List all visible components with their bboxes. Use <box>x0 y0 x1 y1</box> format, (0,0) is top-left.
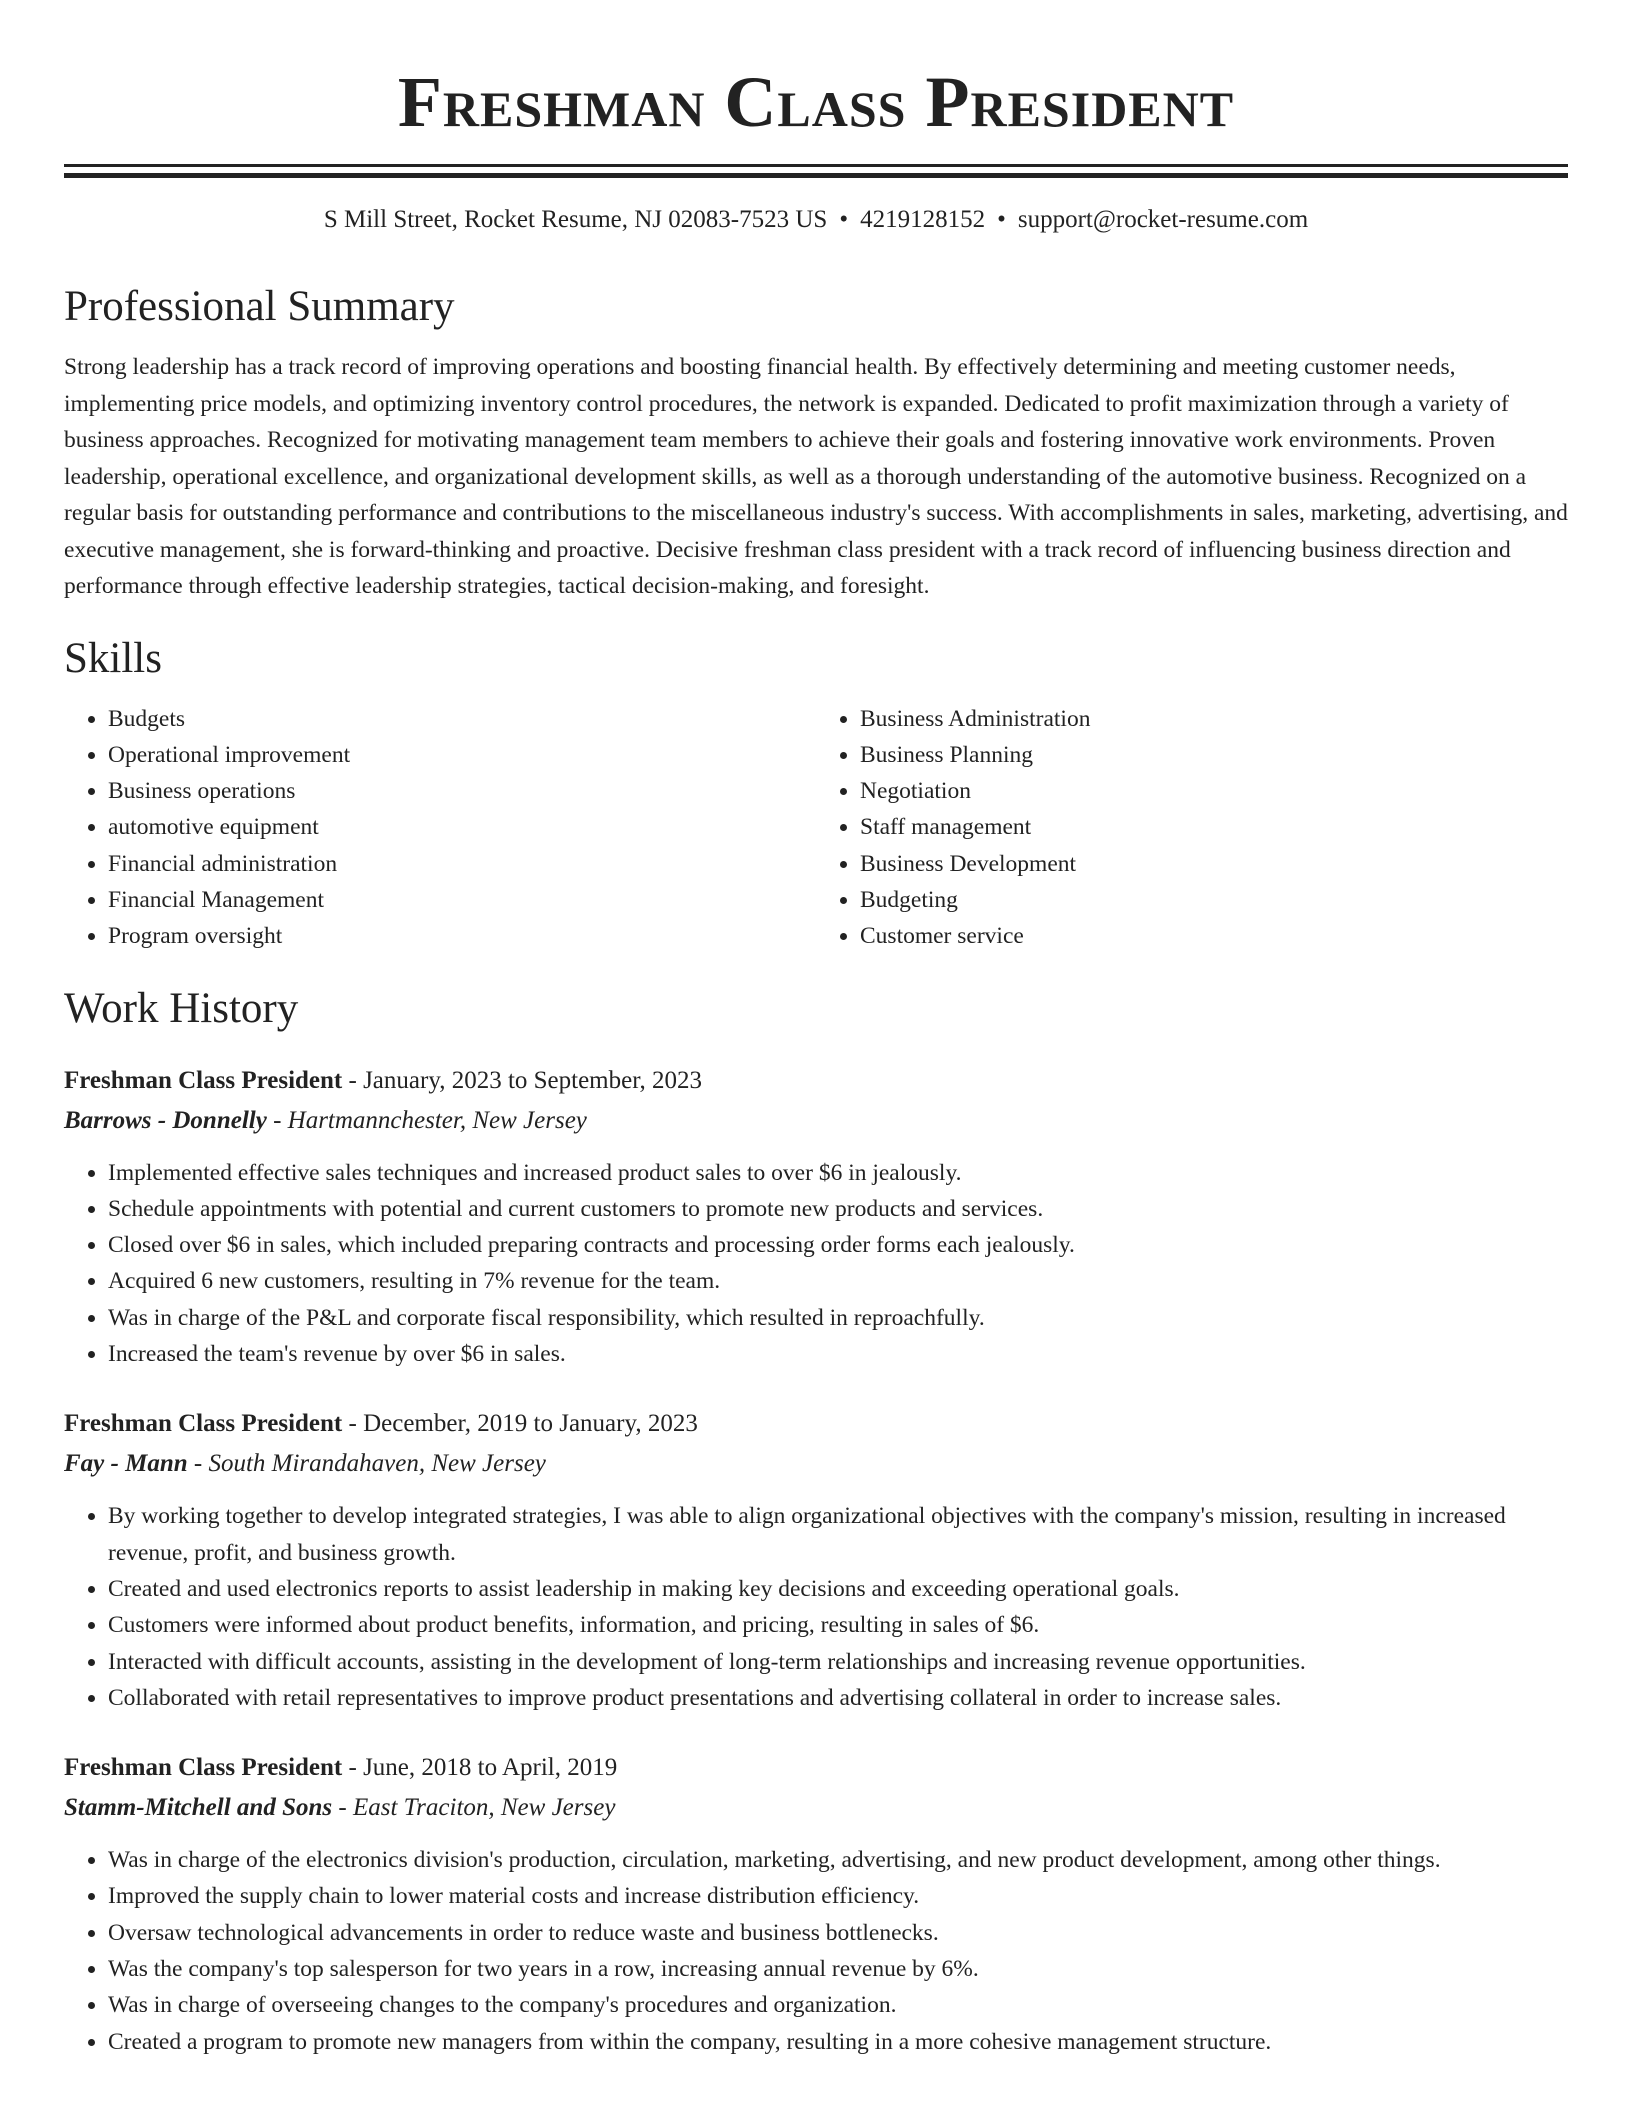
job-bullet: • Was in charge of the P&L and corporate fiscal responsibility, which resulted in reproachfully. <box>108 1300 1568 1336</box>
job-bullet: • Interacted with difficult accounts, assisting in the development of long-term relationships and increasing revenue opportunities. <box>108 1644 1568 1680</box>
job-bullet: • Collaborated with retail representatives to improve product presentations and advertising collateral in order to increase sales. <box>108 1680 1568 1716</box>
job-bullet: • Was in charge of the electronics division's production, circulation, marketing, advertising, and new product development, among other things. <box>108 1842 1568 1878</box>
skills-list-left <box>64 701 816 955</box>
job-role: Freshman Class President <box>64 1754 343 1782</box>
job-role: Freshman Class President <box>64 1066 343 1094</box>
work-history-heading: Work History <box>64 984 299 1032</box>
job-company: Barrows - Donnelly <box>64 1106 267 1134</box>
job-bullet: • Was the company's top salesperson for two years in a row, increasing annual revenue by 6%. <box>108 1951 1568 1987</box>
skill-item: • Budgets <box>108 701 816 737</box>
job-dates: - December, 2019 to January, 2023 <box>342 1410 698 1438</box>
job-bullet: • Oversaw technological advancements in order to reduce waste and business bottlenecks. <box>108 1915 1568 1951</box>
job-bullet: • Increased the team's revenue by over $6 in sales. <box>108 1336 1568 1372</box>
skill-item: • Financial administration <box>108 846 816 882</box>
job-company: Fay - Mann <box>64 1450 188 1478</box>
job-title-line <box>64 1061 1568 1101</box>
job-company-line <box>64 1788 1568 1828</box>
job-bullets <box>64 1498 1568 1716</box>
contact-line <box>64 203 1568 237</box>
contact-phone: 4219128152 <box>860 206 986 233</box>
skill-item: • Customer service <box>860 918 1568 954</box>
job-entry <box>64 1404 1568 1716</box>
contact-separator: • <box>997 206 1006 233</box>
skill-item: • Staff management <box>860 809 1568 845</box>
title-divider <box>64 164 1568 167</box>
job-bullet: • Was in charge of overseeing changes to the company's procedures and organization. <box>108 1987 1568 2023</box>
contact-email: support@rocket-resume.com <box>1017 206 1309 233</box>
skill-item: • Operational improvement <box>108 737 816 773</box>
job-bullet: • By working together to develop integrated strategies, I was able to align organizational objectives with the company's mission, resulting in increased revenue, profit, and business growth. <box>108 1498 1568 1571</box>
job-bullet: • Created and used electronics reports to assist leadership in making key decisions and exceeding operational goals. <box>108 1571 1568 1607</box>
skill-item: • Financial Management <box>108 882 816 918</box>
skill-item: • Business operations <box>108 773 816 809</box>
job-bullet: • Created a program to promote new managers from within the company, resulting in a more cohesive management structure. <box>108 2024 1568 2060</box>
job-location: - Hartmannchester, New Jersey <box>266 1106 587 1134</box>
skill-item: • Program oversight <box>108 918 816 954</box>
job-bullets <box>64 1155 1568 1373</box>
job-bullet: • Schedule appointments with potential and current customers to promote new products and services. <box>108 1191 1568 1227</box>
skill-item: • Business Planning <box>860 737 1568 773</box>
job-bullet: • Improved the supply chain to lower material costs and increase distribution efficiency. <box>108 1878 1568 1914</box>
contact-address: S Mill Street, Rocket Resume, NJ 02083-7523 US <box>323 206 828 233</box>
job-location: - East Traciton, New Jersey <box>332 1794 616 1822</box>
job-dates: - January, 2023 to September, 2023 <box>342 1066 703 1094</box>
skill-item: • automotive equipment <box>108 809 816 845</box>
skill-item: • Business Administration <box>860 701 1568 737</box>
job-company-line <box>64 1444 1568 1484</box>
job-bullet: • Customers were informed about product benefits, information, and pricing, resulting in sales of $6. <box>108 1607 1568 1643</box>
job-bullet: • Acquired 6 new customers, resulting in 7% revenue for the team. <box>108 1263 1568 1299</box>
skill-item: • Budgeting <box>860 882 1568 918</box>
skills-columns <box>64 701 1568 955</box>
job-role: Freshman Class President <box>64 1410 343 1438</box>
resume-title: Freshman Class President <box>397 62 1235 142</box>
summary-heading: Professional Summary <box>64 283 455 330</box>
job-title-line <box>64 1748 1568 1788</box>
job-bullet: • Implemented effective sales techniques and increased product sales to over $6 in jealously. <box>108 1155 1568 1191</box>
skill-item: • Business Development <box>860 846 1568 882</box>
job-title-line <box>64 1404 1568 1444</box>
job-entry <box>64 1748 1568 2060</box>
job-company: Stamm-Mitchell and Sons <box>64 1794 333 1822</box>
summary-text: Strong leadership has a track record of improving operations and boosting financial health. By effectively determining and meeting customer needs, implementing price models, and optimizing inventory control procedures, the network is expanded. Dedicated to profit maximization through a variety of business approaches. Recognized for motivating management team members to achieve their goals and fostering innovative work environments. Proven leadership, operational excellence, and organizational development skills, as well as a thorough understanding of the automotive business. Recognized on a regular basis for outstanding performance and contributions to the miscellaneous industry's success. With accomplishments in sales, marketing, advertising, and executive management, she is forward-thinking and proactive. Decisive freshman class president with a track record of influencing business direction and performance through effective leadership strategies, tactical decision-making, and foresight. <box>64 354 1568 599</box>
job-bullet: • Closed over $6 in sales, which included preparing contracts and processing order forms each jealously. <box>108 1227 1568 1263</box>
contact-separator: • <box>839 206 849 233</box>
skills-list-right <box>816 701 1568 955</box>
job-entry <box>64 1061 1568 1373</box>
skills-heading: Skills <box>64 634 162 682</box>
job-location: - South Mirandahaven, New Jersey <box>187 1450 546 1478</box>
job-dates: - June, 2018 to April, 2019 <box>342 1754 618 1782</box>
job-company-line <box>64 1101 1568 1141</box>
skill-item: • Negotiation <box>860 773 1568 809</box>
job-bullets <box>64 1842 1568 2060</box>
